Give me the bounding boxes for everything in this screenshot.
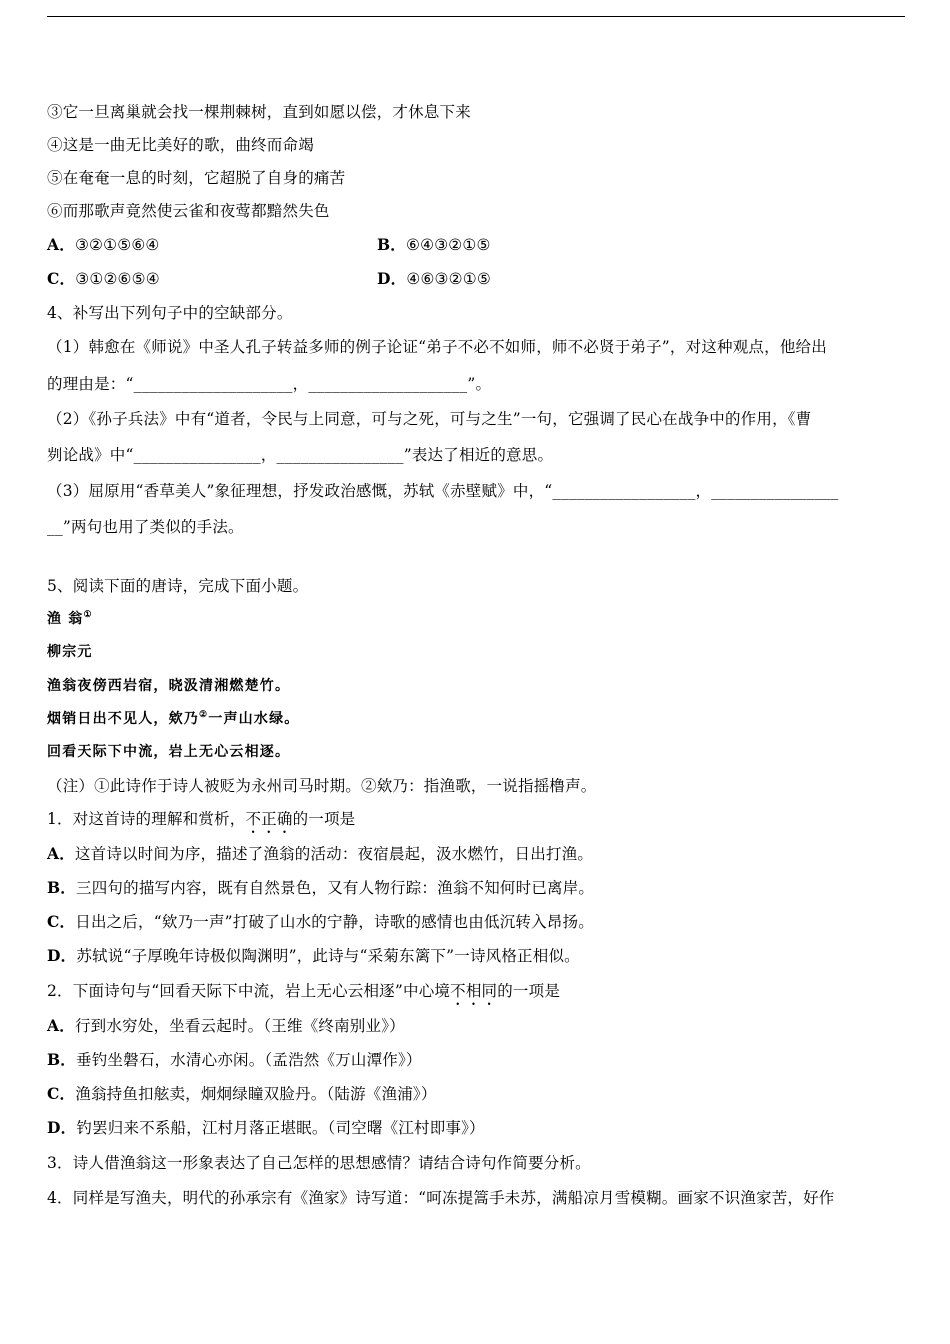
poem-notes: （注）①此诗作于诗人被贬为永州司马时期。②欸乃：指渔歌，一说指摇橹声。 bbox=[47, 777, 597, 795]
ordering-item-4: ④这是一曲无比美好的歌，曲终而命竭 bbox=[47, 136, 314, 154]
subq1-option-d: D．苏轼说“子厚晚年诗极似陶渊明”，此诗与“采菊东篱下”一诗风格正相似。 bbox=[47, 946, 580, 965]
ordering-options-row-1 bbox=[47, 234, 907, 256]
q4-title: 4、补写出下列句子中的空缺部分。 bbox=[47, 304, 293, 322]
emphasis-text: 不正确 bbox=[245, 810, 293, 828]
poem-line-3: 回看天际下中流，岩上无心云相逐。 bbox=[47, 744, 291, 760]
q4-part1-line1: （1）韩愈在《师说》中圣人孔子转益多师的例子论证“弟子不必不如师，师不必贤于弟子”，对这种观点，他给出 bbox=[47, 338, 827, 356]
q4-part1-line2: 的理由是：“____________________，____________________”。 bbox=[47, 375, 492, 393]
subq3: 3．诗人借渔翁这一形象表达了自己怎样的思想感情？请结合诗句作简要分析。 bbox=[47, 1154, 591, 1172]
subq2-option-d: D．钓罢归来不系船，江村月落正堪眠。（司空曙《江村即事》） bbox=[47, 1118, 485, 1137]
emphasis-text: 不相同 bbox=[450, 982, 498, 1000]
poem-line-1: 渔翁夜傍西岩宿，晓汲清湘燃楚竹。 bbox=[47, 678, 291, 694]
ordering-item-6: ⑥而那歌声竟然使云雀和夜莺都黯然失色 bbox=[47, 202, 330, 220]
poem-title: 渔 翁① bbox=[47, 610, 93, 627]
subq2-option-a: A．行到水穷处，坐看云起时。（王维《终南别业》） bbox=[47, 1016, 405, 1035]
subq4: 4．同样是写渔夫，明代的孙承宗有《渔家》诗写道：“呵冻提篙手未苏，满船凉月雪模糊。画家不识渔家苦，好作 bbox=[47, 1189, 835, 1207]
q4-part2-line2: 刿论战》中“________________，________________”表达了相近的意思。 bbox=[47, 446, 554, 464]
poem-author: 柳宗元 bbox=[47, 644, 93, 660]
ordering-item-3: ③它一旦离巢就会找一棵荆棘树，直到如愿以偿，才休息下来 bbox=[47, 103, 471, 121]
option-c: C．③①②⑥⑤④ bbox=[47, 269, 160, 288]
subq1-option-a: A．这首诗以时间为序，描述了渔翁的活动：夜宿晨起，汲水燃竹，日出打渔。 bbox=[47, 844, 594, 863]
footnote-mark-2: ② bbox=[199, 710, 209, 720]
header-rule bbox=[47, 16, 905, 17]
q4-part3-line1: （3）屈原用“香草美人”象征理想，抒发政治感慨，苏轼《赤壁赋》中，“__________________，________________ bbox=[47, 482, 839, 500]
subq1-option-b: B．三四句的描写内容，既有自然景色，又有人物行踪：渔翁不知何时已离岸。 bbox=[47, 878, 595, 897]
footnote-mark-1: ① bbox=[83, 610, 93, 620]
option-d: D．④⑥③②①⑤ bbox=[377, 269, 491, 288]
q5-title: 5、阅读下面的唐诗，完成下面小题。 bbox=[47, 577, 309, 595]
subq1-stem: 1．对这首诗的理解和赏析，不正确的一项是 bbox=[47, 810, 356, 828]
poem-line-2: 烟销日出不见人，欸乃②一声山水绿。 bbox=[47, 710, 300, 727]
subq2-option-b: B．垂钓坐磐石，水清心亦闲。（孟浩然《万山潭作》） bbox=[47, 1050, 422, 1069]
q4-part2-line1: （2）《孙子兵法》中有“道者，令民与上同意，可与之死，可与之生”一句，它强调了民心在战争中的作用，《曹 bbox=[47, 410, 812, 428]
ordering-item-5: ⑤在奄奄一息的时刻，它超脱了自身的痛苦 bbox=[47, 169, 346, 187]
subq2-option-c: C．渔翁持鱼扣舷卖，炯炯绿瞳双脸丹。（陆游《渔浦》） bbox=[47, 1084, 437, 1103]
subq2-stem: 2．下面诗句与“回看天际下中流，岩上无心云相逐”中心境不相同的一项是 bbox=[47, 982, 561, 1000]
q4-part3-line2: __”两句也用了类似的手法。 bbox=[47, 518, 244, 536]
option-b: B．⑥④③②①⑤ bbox=[377, 235, 491, 254]
option-a: A．③②①⑤⑥④ bbox=[47, 235, 160, 254]
subq1-option-c: C．日出之后，“欸乃一声”打破了山水的宁静，诗歌的感情也由低沉转入昂扬。 bbox=[47, 912, 594, 931]
ordering-options-row-2 bbox=[47, 268, 907, 290]
